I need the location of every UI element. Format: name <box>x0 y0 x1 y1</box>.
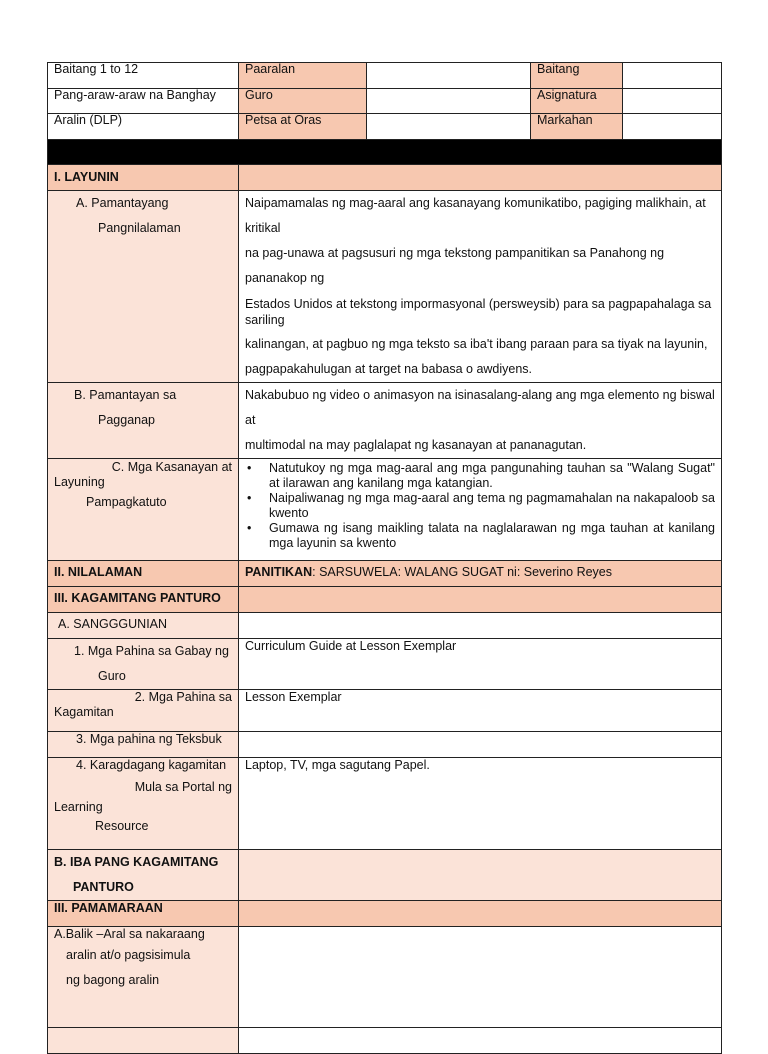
school-value[interactable] <box>367 63 531 89</box>
competencies-label-3: Pampagkatuto <box>86 495 167 509</box>
other-materials-label-2: PANTURO <box>73 880 134 894</box>
competency-item-3: • Gumawa ng isang maikling talata na naglalarawan ng mga tauhan at kanilang mga layunin sa kwento <box>245 521 715 551</box>
competencies-label-2: Layuning <box>54 475 105 489</box>
teacher-guide-pages-value[interactable]: Curriculum Guide at Lesson Exemplar <box>239 639 722 690</box>
quarter-value[interactable] <box>623 114 722 140</box>
objectives-heading-fill <box>239 165 722 191</box>
content-standard-label <box>48 191 239 383</box>
performance-standard-label-2: Pagganap <box>98 413 156 427</box>
next-row-label <box>48 1028 239 1054</box>
competencies-label-1: C. Mga Kasanayan at <box>111 460 232 474</box>
black-divider <box>48 140 722 165</box>
teacher-label: Guro <box>239 88 367 114</box>
review-label-1: A.Balik –Aral sa nakaraang <box>54 927 205 941</box>
teacher-guide-pages-label <box>48 639 239 690</box>
additional-materials-value[interactable]: Laptop, TV, mga sagutang Papel. <box>239 758 722 850</box>
grade-label: Baitang <box>531 63 623 89</box>
teacher-guide-label-2: Guro <box>98 669 126 683</box>
textbook-pages-label: 3. Mga pahina ng Teksbuk <box>48 732 239 758</box>
lesson-plan-table <box>47 139 722 1054</box>
learner-material-label-1: 2. Mga Pahina sa <box>134 690 232 704</box>
textbook-pages-value[interactable] <box>239 732 722 758</box>
content-standard-text[interactable] <box>239 191 722 383</box>
other-materials-label <box>48 850 239 901</box>
performance-standard-label-1: B. Pamantayan sa <box>74 388 177 402</box>
learning-competencies-list[interactable] <box>239 459 722 561</box>
content-standard-line-2: na pag-unawa at pagsusuri ng mga tekstong pampanitikan sa Panahong ng pananakop ng <box>245 246 665 285</box>
content-standard-label-1: A. Pamantayang <box>76 196 169 210</box>
additional-materials-label-2: Mula sa Portal ng <box>134 780 232 794</box>
content-standard-line-4: kalinangan, at pagbuo ng mga teksto sa iba't ibang paraan para sa tiyak na layunin, <box>245 337 708 351</box>
grade-range-label: Baitang 1 to 12 <box>48 63 239 89</box>
subject-label: Asignatura <box>531 88 623 114</box>
references-label: A. SANGGGUNIAN <box>48 613 239 639</box>
teacher-guide-label-1: 1. Mga Pahina sa Gabay ng <box>74 644 229 658</box>
learner-material-pages-label <box>48 690 239 732</box>
performance-standard-label <box>48 383 239 459</box>
content-standard-line-1: Naipamamalas ng mag-aaral ang kasanayang komunikatibo, pagiging malikhain, at kritikal <box>245 196 706 235</box>
date-time-value[interactable] <box>367 114 531 140</box>
content-value[interactable] <box>239 561 722 587</box>
performance-standard-text[interactable] <box>239 383 722 459</box>
date-time-label: Petsa at Oras <box>239 114 367 140</box>
content-title: : SARSUWELA: WALANG SUGAT ni: Severino Reyes <box>312 565 613 579</box>
next-row-value[interactable] <box>239 1028 722 1054</box>
performance-standard-line-2: multimodal na may paglalapat ng kasanayan at pananagutan. <box>245 438 587 452</box>
learning-competencies-label <box>48 459 239 561</box>
plan-title-line1: Pang-araw-araw na Banghay <box>48 88 239 114</box>
review-label <box>48 927 239 1028</box>
performance-standard-line-1: Nakabubuo ng video o animasyon na isinasalang-alang ang mga elemento ng biswal at <box>245 388 715 427</box>
additional-materials-label <box>48 758 239 850</box>
learner-material-label-2: Kagamitan <box>54 705 114 719</box>
references-value[interactable] <box>239 613 722 639</box>
materials-heading: III. KAGAMITANG PANTURO <box>48 587 239 613</box>
materials-heading-fill <box>239 587 722 613</box>
review-label-3: ng bagong aralin <box>66 973 160 987</box>
plan-title-line2: Aralin (DLP) <box>48 114 239 140</box>
content-genre: PANITIKAN <box>245 565 313 579</box>
procedure-heading: III. PAMAMARAAN <box>48 901 239 927</box>
quarter-label: Markahan <box>531 114 623 140</box>
objectives-heading: I. LAYUNIN <box>48 165 239 191</box>
content-standard-line-5: pagpapakahulugan at target na babasa o awdiyens. <box>245 362 533 376</box>
other-materials-value[interactable] <box>239 850 722 901</box>
review-label-2: aralin at/o pagsisimula <box>66 948 191 962</box>
other-materials-label-1: B. IBA PANG KAGAMITANG <box>54 855 219 869</box>
procedure-heading-fill <box>239 901 722 927</box>
competency-item-2: • Naipaliwanag ng mga mag-aaral ang tema ng pagmamahalan na nakapaloob sa kwento <box>245 491 715 521</box>
competency-item-1: • Natutukoy ng mga mag-aaral ang mga pangunahing tauhan sa "Walang Sugat" at ilarawan ang kanilang mga katangian. <box>245 461 715 491</box>
header-table <box>47 62 722 140</box>
subject-value[interactable] <box>623 88 722 114</box>
grade-value[interactable] <box>623 63 722 89</box>
additional-materials-label-4: Resource <box>95 819 149 833</box>
learner-material-pages-value[interactable]: Lesson Exemplar <box>239 690 722 732</box>
content-standard-line-3: Estados Unidos at tekstong impormasyonal (persweysib) para sa pagpapahalaga sa sariling <box>245 297 712 327</box>
teacher-value[interactable] <box>367 88 531 114</box>
additional-materials-label-3: Learning <box>54 800 103 814</box>
school-label: Paaralan <box>239 63 367 89</box>
content-standard-label-2: Pangnilalaman <box>98 221 181 235</box>
content-heading: II. NILALAMAN <box>48 561 239 587</box>
review-value[interactable] <box>239 927 722 1028</box>
additional-materials-label-1: 4. Karagdagang kagamitan <box>76 758 227 772</box>
